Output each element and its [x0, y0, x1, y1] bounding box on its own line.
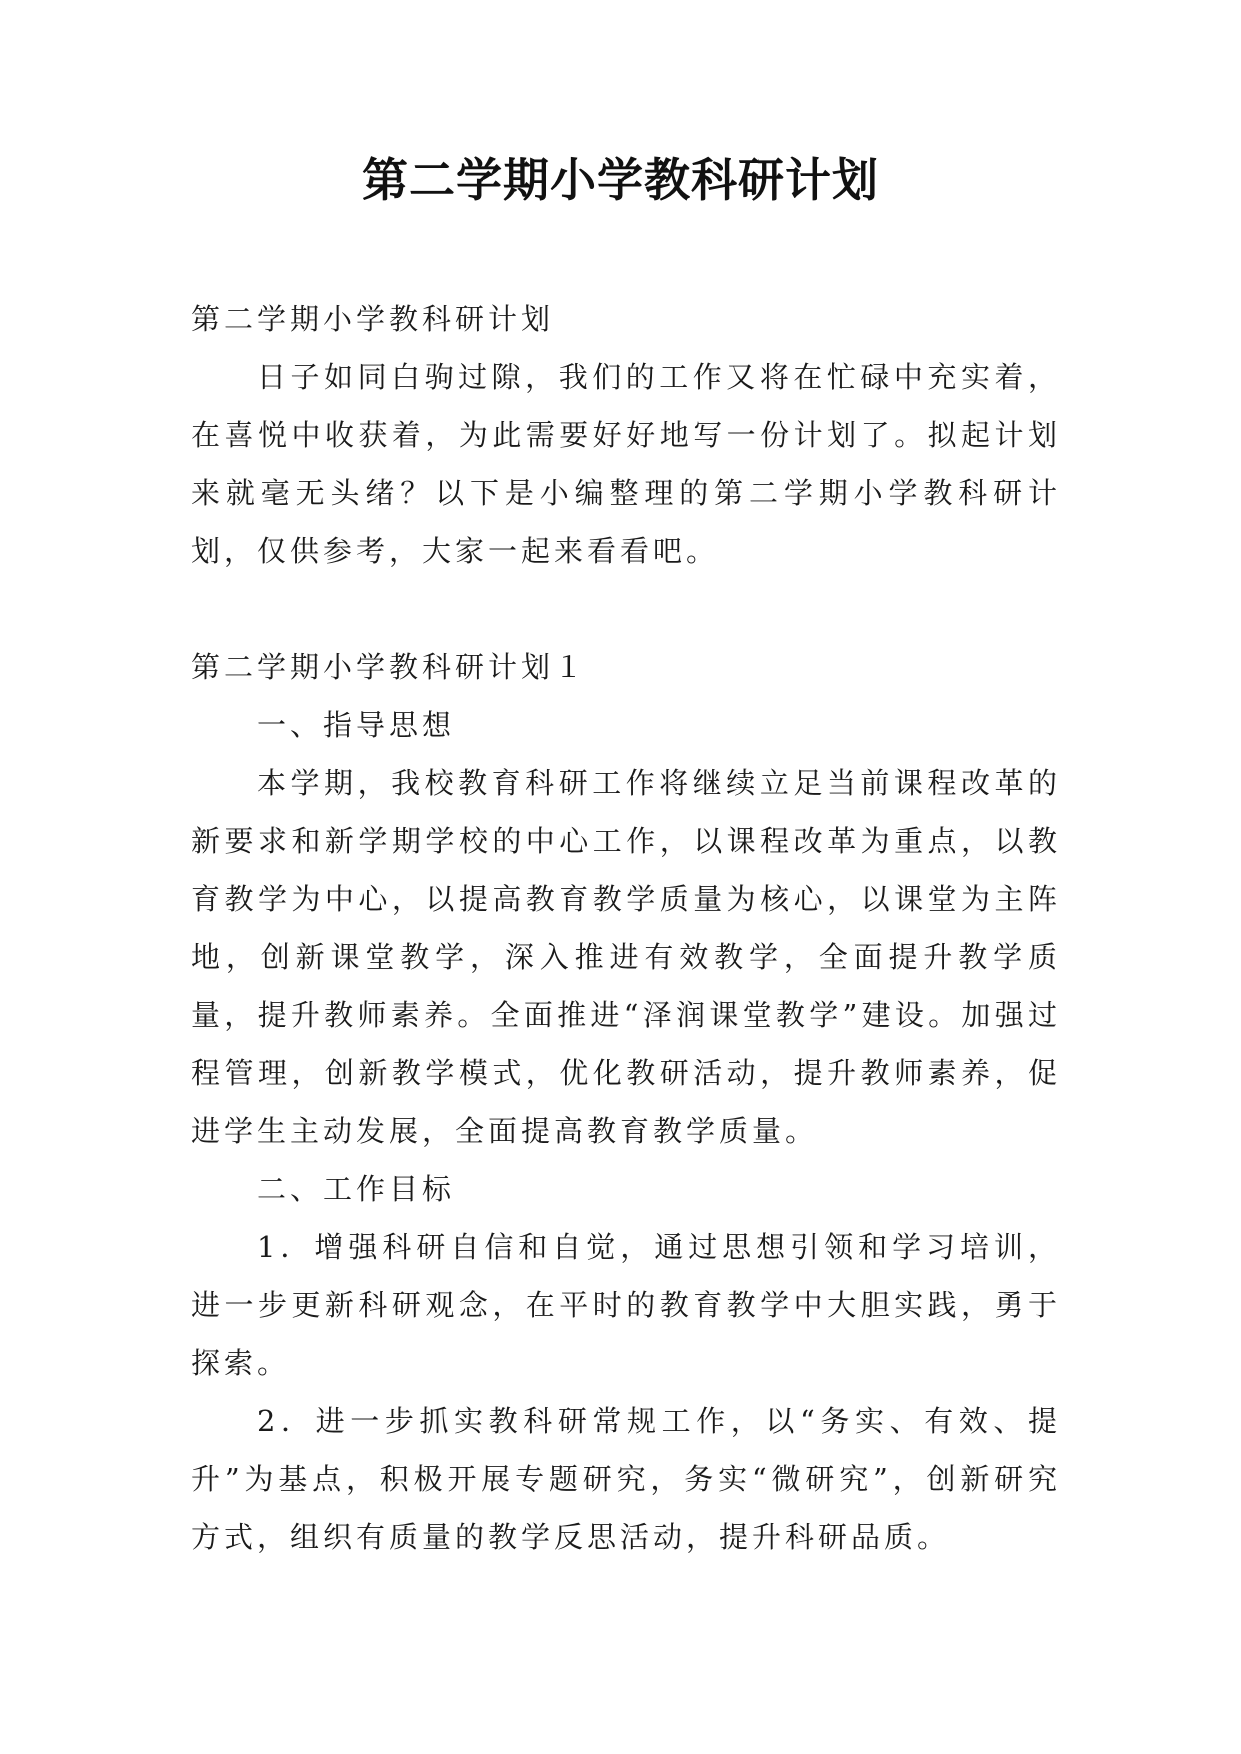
- goal-item-2: 2．进一步抓实教科研常规工作，以“务实、有效、提升”为基点，积极开展专题研究，务实“微研究”，创新研究方式，组织有质量的教学反思活动，提升科研品质。: [191, 1404, 1061, 1554]
- heading-work-goals: 二、工作目标: [257, 1172, 456, 1206]
- paragraph-gap: [191, 580, 1061, 638]
- document-title: 第二学期小学教科研计划: [362, 153, 879, 207]
- heading-guiding-ideology: 一、指导思想: [257, 708, 456, 742]
- document-body: [191, 290, 1061, 1566]
- intro-paragraph: 日子如同白驹过隙，我们的工作又将在忙碌中充实着，在喜悦中收获着，为此需要好好地写一份计划了。拟起计划来就毫无头绪？以下是小编整理的第二学期小学教科研计划，仅供参考，大家一起来看看吧。: [191, 360, 1061, 568]
- document-subtitle: 第二学期小学教科研计划: [191, 302, 555, 336]
- guiding-ideology-paragraph: 本学期，我校教育科研工作将继续立足当前课程改革的新要求和新学期学校的中心工作，以课程改革为重点，以教育教学为中心，以提高教育教学质量为核心，以课堂为主阵地，创新课堂教学，深入推进有效教学，全面提升教学质量，提升教师素养。全面推进“泽润课堂教学”建设。加强过程管理，创新教学模式，优化教研活动，提升教师素养，促进学生主动发展，全面提高教育教学质量。: [191, 766, 1061, 1148]
- section-title: 第二学期小学教科研计划１: [191, 650, 588, 684]
- goal-item-1: 1．增强科研自信和自觉，通过思想引领和学习培训，进一步更新科研观念，在平时的教育教学中大胆实践，勇于探索。: [191, 1230, 1061, 1380]
